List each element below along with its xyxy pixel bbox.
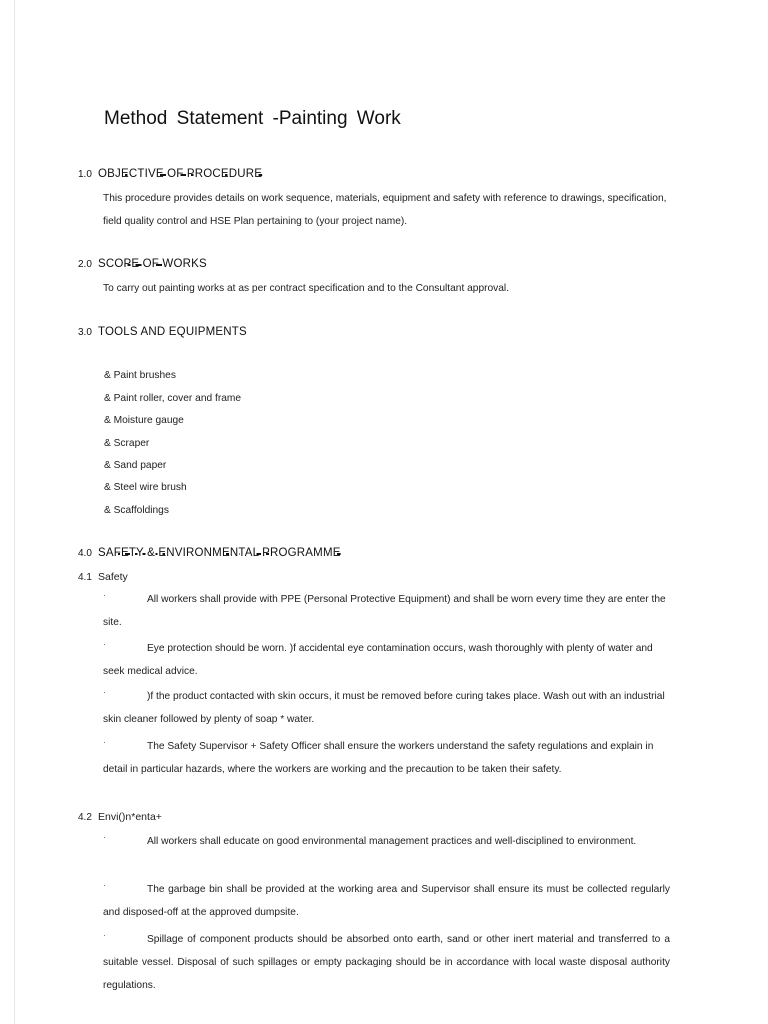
bullet-text: The Safety Supervisor + Safety Officer shall ensure the workers understand the safety regulations and explain in detail in particular hazards, where the workers are working and the precaution to be taken their safety. [103,741,654,775]
bullet-text: )f the product contacted with skin occurs, it must be removed before curing takes place. Wash out with an industrial skin cleaner followed by plenty of soap * water. [103,691,665,725]
safety-bullet [103,735,670,781]
bullet-text: All workers shall educate on good environmental management practices and well-disciplined to environment. [147,836,637,847]
section-number: 1.0 [78,169,92,180]
tool-item: & Moisture gauge [104,415,184,426]
bullet-marker: · [103,832,106,842]
bullet-text: Eye protection should be worn. )f accidental eye contamination occurs, wash thoroughly with plenty of water and seek medical advice. [103,643,653,677]
safety-bullet [103,637,670,683]
section-scope-heading [78,258,207,270]
subsection-title: Safety [98,571,128,583]
tool-item: & Scaffoldings [104,505,169,516]
section-tools-heading [78,326,247,338]
bullet-marker: · [103,880,106,890]
section-safety-env-heading [78,547,341,559]
document-title: Method Statement -Painting Work [104,108,401,129]
tool-item: & Paint roller, cover and frame [104,393,242,404]
bullet-marker: · [103,687,106,697]
bullet-text: Spillage of component products should be absorbed onto earth, sand or other inert material and transferred to a suitable vessel. Disposal of such spillages or empty packaging should be in accordance with local waste disposal authority regulations. [103,934,670,991]
bullet-marker: · [103,639,106,649]
bullet-text: All workers shall provide with PPE (Personal Protective Equipment) and shall be worn every time they are enter the site. [103,594,666,628]
subsection-safety-heading [78,571,128,583]
environmental-bullet [103,928,670,997]
section-number: 4.0 [78,548,92,559]
section-title: TOOLS AND EQUIPMENTS [98,326,247,338]
subsection-number: 4.1 [78,572,92,583]
bullet-marker: · [103,930,106,940]
bullet-marker: · [103,737,106,747]
tool-item: & Scraper [104,438,150,449]
bullet-text: The garbage bin shall be provided at the working area and Supervisor shall ensure its must be collected regularly and disposed-off at the approved dumpsite. [103,884,670,918]
section-number: 3.0 [78,327,92,338]
section-objective-heading [78,168,262,180]
safety-bullet [103,588,670,634]
section-objective-text: This procedure provides details on work sequence, materials, equipment and safety with reference to drawings, specification, field quality control and HSE Plan pertaining to (your project name). [103,193,667,227]
environmental-bullet [103,830,670,853]
environmental-bullet [103,878,670,924]
subsection-environmental-heading [78,811,162,823]
tool-item: & Paint brushes [104,370,176,381]
subsection-number: 4.2 [78,812,92,823]
section-title: SAFETY & ENVIRONMENTAL PROGRAMME [98,547,341,559]
safety-bullet [103,685,670,731]
bullet-marker: · [103,590,106,600]
subsection-title: Envi()n*enta+ [98,811,162,823]
section-title: OBJECTIVE OF PROCEDURE [98,168,263,180]
tool-item: & Sand paper [104,460,167,471]
section-scope-text: To carry out painting works at as per contract specification and to the Consultant approval. [103,283,510,294]
section-number: 2.0 [78,259,92,270]
tool-item: & Steel wire brush [104,482,187,493]
section-title: SCOPE OF WORKS [98,258,207,270]
